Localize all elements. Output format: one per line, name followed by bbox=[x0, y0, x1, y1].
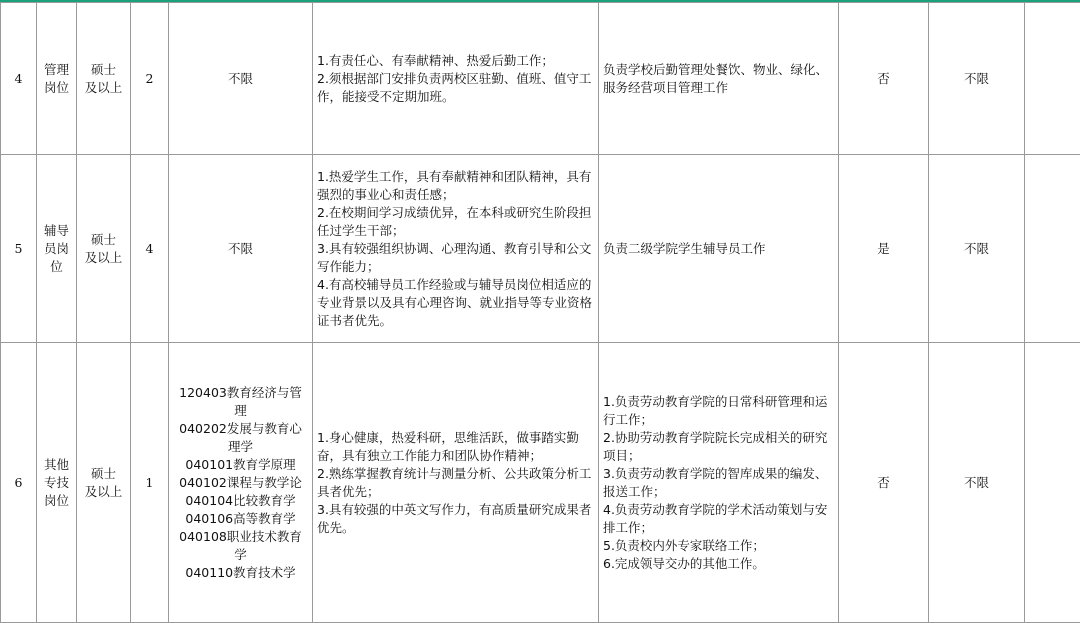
limit-cell: 不限 bbox=[929, 155, 1025, 343]
table-row bbox=[1, 3, 1080, 155]
empty-cell bbox=[1025, 155, 1080, 343]
limit-cell: 不限 bbox=[929, 343, 1025, 623]
requirements-cell: 1.有责任心、有奉献精神、热爱后勤工作； 2.须根据部门安排负责两校区驻勤、值班、值守工作，能接受不定期加班。 bbox=[313, 3, 599, 155]
major-cell: 不限 bbox=[169, 3, 313, 155]
education-cell: 硕士 及以上 bbox=[77, 155, 131, 343]
duty-cell: 负责学校后勤管理处餐饮、物业、绿化、服务经营项目管理工作 bbox=[599, 3, 839, 155]
table-row bbox=[1, 343, 1080, 623]
post-name-cell: 管理 岗位 bbox=[37, 3, 77, 155]
education-cell: 硕士 及以上 bbox=[77, 343, 131, 623]
duty-cell: 负责二级学院学生辅导员工作 bbox=[599, 155, 839, 343]
empty-cell bbox=[1025, 343, 1080, 623]
major-cell: 不限 bbox=[169, 155, 313, 343]
row-number-cell: 6 bbox=[1, 343, 37, 623]
row-number-cell: 4 bbox=[1, 3, 37, 155]
duty-cell: 1.负责劳动教育学院的日常科研管理和运行工作； 2.协助劳动教育学院院长完成相关的研究项目； 3.负责劳动教育学院的智库成果的编发、报送工作； 4.负责劳动教育学院的学术活动策划与安排工作； 5.负责校内外专家联络工作； 6.完成领导交办的其他工作。 bbox=[599, 343, 839, 623]
yes-no-cell: 否 bbox=[839, 3, 929, 155]
headcount-cell: 2 bbox=[131, 3, 169, 155]
headcount-cell: 4 bbox=[131, 155, 169, 343]
post-name-cell: 辅导 员岗 位 bbox=[37, 155, 77, 343]
yes-no-cell: 是 bbox=[839, 155, 929, 343]
table-body bbox=[1, 3, 1080, 623]
yes-no-cell: 否 bbox=[839, 343, 929, 623]
requirements-cell: 1.身心健康，热爱科研，思维活跃，做事踏实勤奋，具有独立工作能力和团队协作精神； 2.熟练掌握教育统计与测量分析、公共政策分析工具者优先； 3.具有较强的中英文写作力，有高质量研究成果者优先。 bbox=[313, 343, 599, 623]
education-cell: 硕士 及以上 bbox=[77, 3, 131, 155]
headcount-cell: 1 bbox=[131, 343, 169, 623]
table-row bbox=[1, 155, 1080, 343]
row-number-cell: 5 bbox=[1, 155, 37, 343]
empty-cell bbox=[1025, 3, 1080, 155]
major-cell: 120403教育经济与管理 040202发展与教育心理学 040101教育学原理 040102课程与教学论 040104比较教育学 040106高等教育学 040108职业技术教育学 040110教育技术学 bbox=[169, 343, 313, 623]
requirements-cell: 1.热爱学生工作，具有奉献精神和团队精神，具有强烈的事业心和责任感； 2.在校期间学习成绩优异，在本科或研究生阶段担任过学生干部； 3.具有较强组织协调、心理沟通、教育引导和公文写作能力； 4.有高校辅导员工作经验或与辅导员岗位相适应的专业背景以及具有心理咨询、就业指导等专业资格证书者优先。 bbox=[313, 155, 599, 343]
recruitment-table bbox=[0, 2, 1080, 623]
post-name-cell: 其他 专技 岗位 bbox=[37, 343, 77, 623]
limit-cell: 不限 bbox=[929, 3, 1025, 155]
